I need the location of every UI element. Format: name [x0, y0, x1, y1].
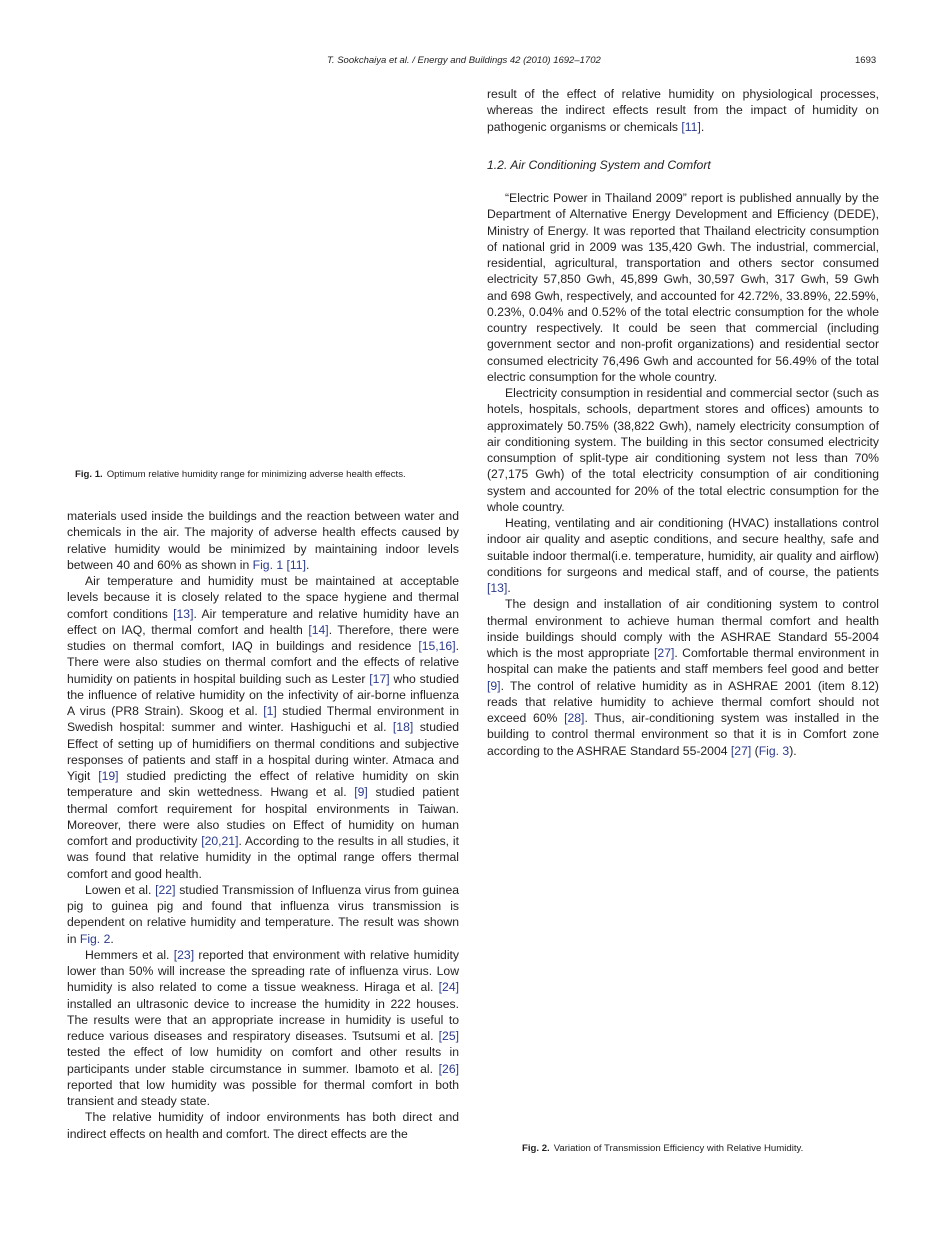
left-column	[67, 508, 459, 1142]
paragraph	[67, 508, 459, 573]
text: .	[110, 931, 114, 946]
citation-link[interactable]: [23]	[173, 947, 195, 962]
text: studied Thermal environment in Swedish hospital: summer and winter. Hashiguchi et al.	[67, 704, 459, 735]
citation-link[interactable]: [1]	[263, 704, 277, 718]
citation-link[interactable]: [15,16]	[418, 639, 456, 653]
paragraph	[487, 190, 879, 385]
figure-1-caption-text: Optimum relative humidity range for minimizing adverse health effects.	[106, 469, 406, 480]
paragraph	[67, 1109, 459, 1142]
text: (	[751, 743, 759, 758]
figure-1-image	[67, 82, 459, 462]
text: who studied the influence of relative humidity on the infectivity of air-borne influenza A virus (PR8 Strain). Skoog et al.	[67, 671, 459, 718]
citation-link[interactable]: [17]	[369, 671, 390, 686]
text: ).	[789, 743, 797, 758]
text: result of the effect of relative humidity on physiological processes, whereas the indirect effects result from the impact of humidity on pathogenic organisms or chemicals	[487, 87, 879, 134]
citation-link[interactable]: [22]	[155, 882, 176, 897]
citation-link[interactable]: [26]	[438, 1061, 459, 1076]
text: tested the effect of low humidity on comfort and other results in participants under stable circumstance in summer. Ibamoto et al.	[67, 1045, 459, 1076]
text: .	[507, 581, 511, 595]
paragraph	[67, 947, 459, 1110]
text: studied Transmission of Influenza virus from guinea pig to guinea pig and found that influenza virus transmission is dependent on relative humidity and temperature. The result was shown in	[67, 882, 459, 946]
citation-link[interactable]: [19]	[98, 769, 119, 783]
citation-link[interactable]: [18]	[392, 720, 414, 735]
citation-link[interactable]: [25]	[438, 1029, 459, 1043]
text: Lowen et al.	[85, 882, 156, 897]
text: materials used inside the buildings and the reaction between water and chemicals in the air. The majority of adverse health effects caused by relative humidity would be minimized by maintaining indoor levels between 40 and 60% as shown in	[67, 509, 459, 572]
text: Heating, ventilating and air conditioning (HVAC) installations control indoor air quality and aseptic conditions, and secure healthy, safe and suitable indoor thermal(i.e. temperature, humidity, air quality and airflow) conditions for surgeons and medical staff, and of course, the patients	[487, 516, 879, 579]
figure-2-caption-text: Variation of Transmission Efficiency with Relative Humidity.	[553, 1143, 804, 1154]
text: Hemmers et al.	[85, 947, 174, 962]
text: reported that low humidity was possible for thermal comfort in both transient and steady state.	[67, 1077, 459, 1108]
paragraph	[487, 596, 879, 759]
text: reported that environment with relative humidity lower than 50% will increase the spreading rate of influenza virus. Low humidity is also related to come a tissue weakness. Hiraga et al.	[67, 947, 460, 995]
paragraph	[67, 882, 459, 947]
citation-link[interactable]: [27]	[654, 646, 675, 660]
paragraph	[67, 573, 459, 882]
citation-link[interactable]: [13]	[487, 581, 508, 595]
figure-2-image	[487, 800, 879, 1135]
citation-link[interactable]: [11]	[681, 119, 701, 134]
citation-link[interactable]: [27]	[730, 743, 752, 758]
journal-citation: T. Sookchaiya et al. / Energy and Buildings 42 (2010) 1692–1702	[327, 55, 601, 66]
paragraph	[487, 515, 879, 596]
text: studied patient thermal comfort requirement for hospital environments in Taiwan. Moreover, there were also studies on Effect of humidity on human comfort and productivity	[67, 785, 459, 848]
text: studied predicting the effect of relative humidity on skin temperature and skin wettedness. Hwang et al.	[67, 769, 459, 800]
paragraph	[487, 385, 879, 515]
figure-link[interactable]: Fig. 3	[758, 743, 790, 758]
citation-link[interactable]: [9]	[354, 785, 368, 800]
text: Electricity consumption in residential and commercial sector (such as hotels, hospitals, schools, department stores and offices) amounts to approximately 50.75% (38,822 Gwh), namely electricity consumption of air conditioning system. The building in this sector consumed electricity consumption of split-type air conditioning system not less than 70% (27,175 Gwh) of the total electricity consumption of air conditioning system and accounted for 20% of the total electric consumption for the whole country.	[487, 386, 879, 514]
text: . Thus, air-conditioning system was installed in the building to control thermal environment so that it is in Comfort zone according to the ASHRAE Standard 55-2004	[487, 711, 880, 758]
running-header	[0, 55, 926, 71]
citation-link[interactable]: [20,21]	[201, 834, 239, 848]
figure-1-label: Fig. 1.	[75, 469, 103, 480]
figure-1-caption	[75, 469, 406, 480]
text: . Air temperature and relative humidity have an effect on IAQ, thermal comfort and health	[67, 606, 459, 637]
citation-link[interactable]: [28]	[564, 711, 585, 725]
text: .	[700, 119, 705, 134]
citation-link[interactable]: [24]	[438, 980, 459, 995]
text: The relative humidity of indoor environments has both direct and indirect effects on health and comfort. The direct effects are the	[67, 1110, 459, 1141]
page-number: 1693	[855, 55, 877, 66]
text: . Comfortable thermal environment in hospital can make the patients and staff members feel good and better	[487, 646, 879, 677]
text: . Therefore, there were studies on thermal comfort, IAQ in buildings and residence	[67, 622, 459, 653]
text: . There were also studies on thermal comfort and the effects of relative humidity on patients in hospital building such as Lester	[67, 639, 459, 686]
right-column	[487, 190, 879, 759]
figure-link[interactable]: Fig. 2	[79, 931, 111, 946]
right-column-top	[487, 86, 879, 135]
citation-link[interactable]: [11]	[286, 557, 306, 572]
text: studied Effect of setting up of humidifiers on thermal conditions and subjective responses of patients and staff in a hospital during winter. Atmaca and Yigit	[67, 720, 460, 783]
figure-2-label: Fig. 2.	[522, 1143, 550, 1154]
text: The design and installation of air conditioning system to control thermal environment to achieve human thermal comfort and health inside buildings should comply with the ASHRAE Standard 55-2004 which is the most appropriate	[487, 597, 879, 660]
citation-link[interactable]: [14]	[308, 622, 329, 637]
text: installed an ultrasonic device to increase the humidity in 222 houses. The results were that an appropriate increase in humidity is useful to reduce various diseases and respiratory diseases. Tsutsumi et al.	[67, 996, 459, 1043]
citation-link[interactable]: [9]	[487, 678, 501, 693]
figure-2-caption	[522, 1143, 803, 1154]
paragraph	[487, 86, 879, 135]
text: “Electric Power in Thailand 2009” report is published annually by the Department of Alternative Energy Development and Efficiency (DEDE), Ministry of Energy. It was reported that Thailand electricity consumption of national grid in 2009 was 135,420 Gwh. The industrial, commercial, residential, agricultural, transportation and others sector consumed electricity 57,850 Gwh, 45,899 Gwh, 30,597 Gwh, 317 Gwh, 59 Gwh and 698 Gwh, respectively, and accounted for 42.72%, 33.89%, 22.59%, 0.23%, 0.04% and 0.52% of the total electric consumption for the whole country respectively. It could be seen that commercial (including government sector and non-profit organizations) and residential sector consumed electricity 76,496 Gwh and accounted for 56.49% of the total electric consumption for the whole country.	[487, 191, 879, 384]
text: . According to the results in all studies, it was found that relative humidity in the optimal range offers thermal comfort and good health.	[67, 834, 460, 881]
section-heading: 1.2. Air Conditioning System and Comfort	[487, 158, 711, 172]
citation-link[interactable]: [13]	[173, 606, 194, 621]
text: Air temperature and humidity must be maintained at acceptable levels because it is closely related to the space hygiene and thermal comfort conditions	[67, 574, 459, 621]
text: .	[305, 557, 310, 572]
figure-link[interactable]: Fig. 1	[252, 557, 284, 572]
text: . The control of relative humidity as in ASHRAE 2001 (item 8.12) reads that relative humidity to achieve thermal comfort should not exceed 60%	[487, 678, 879, 725]
